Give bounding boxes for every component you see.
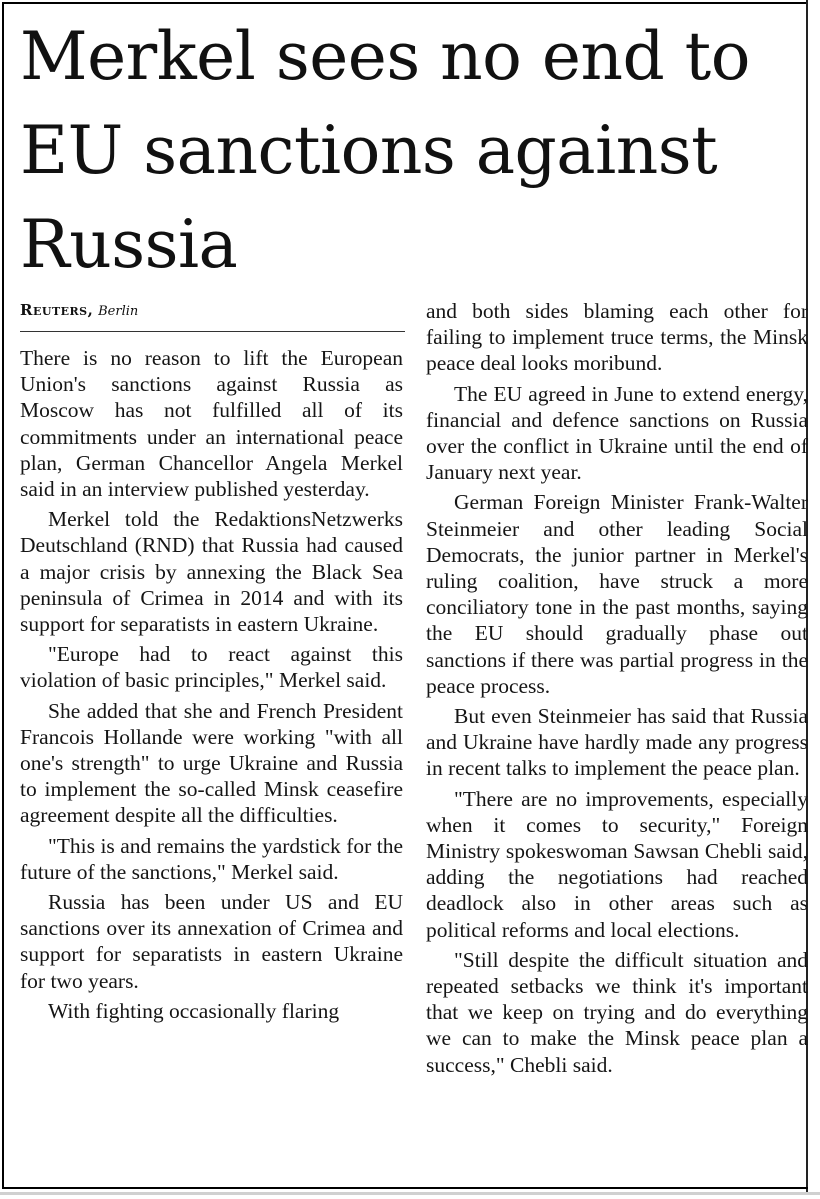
paragraph: "Still despite the difficult situation and repeated setbacks we think it's important that we keep on trying and do everything we can to make the Minsk peace plan a success," Chebli said. [426,947,808,1077]
paragraph: Merkel told the RedaktionsNetzwerks Deutschland (RND) that Russia had caused a major crisis by annexing the Black Sea peninsula of Crimea in 2014 and with its support for separatists in eastern Ukraine. [20,507,403,637]
paragraph: The EU agreed in June to extend energy, financial and defence sanctions on Russia over the conflict in Ukraine until the end of January next year. [426,381,808,485]
byline-location: Berlin [98,304,139,319]
paragraph: Russia has been under US and EU sanctions over its annexation of Crimea and support for separatists in eastern Ukraine for two years. [20,890,403,993]
paragraph: and both sides blaming each other for failing to implement truce terms, the Minsk peace deal looks moribund. [426,299,808,376]
article-column-1 [20,345,403,1028]
byline-rule [20,331,405,332]
frame-left-border [2,2,4,1187]
frame-bottom-border [2,1187,808,1189]
article-column-2 [426,298,808,1082]
headline: Merkel sees no end to EU sanctions against Russia [20,18,750,283]
paragraph: German Foreign Minister Frank-Walter Steinmeier and other leading Social Democrats, the junior partner in Merkel's ruling coalition, have struck a more conciliatory tone in the past months, saying the EU should gradually phase out sanctions if there was partial progress in the peace process. [426,490,808,698]
byline-agency: Reuters, [20,301,94,319]
paragraph: "There are no improvements, especially when it comes to security," Foreign Ministry spokeswoman Sawsan Chebli said, adding the negotiations had reached deadlock also in other areas such as political reforms and local elections. [426,786,808,942]
paragraph: There is no reason to lift the European Union's sanctions against Russia as Moscow has not fulfilled all of its commitments under an international peace plan, German Chancellor Angela Merkel said in an interview published yesterday. [20,346,403,502]
page-bottom-shade [0,1192,820,1195]
frame-top-border [2,2,808,4]
paragraph: With fighting occasionally flaring [48,998,340,1023]
paragraph: "Europe had to react against this violation of basic principles," Merkel said. [20,642,403,693]
paragraph: She added that she and French President Francois Hollande were working "with all one's strength" to urge Ukraine and Russia to implement the so-called Minsk ceasefire agreement despite all the difficulties. [20,698,403,828]
paragraph: But even Steinmeier has said that Russia and Ukraine have hardly made any progress in recent talks to implement the peace plan. [426,704,808,781]
paragraph: "This is and remains the yardstick for the future of the sanctions," Merkel said. [20,833,403,884]
byline [20,300,138,322]
